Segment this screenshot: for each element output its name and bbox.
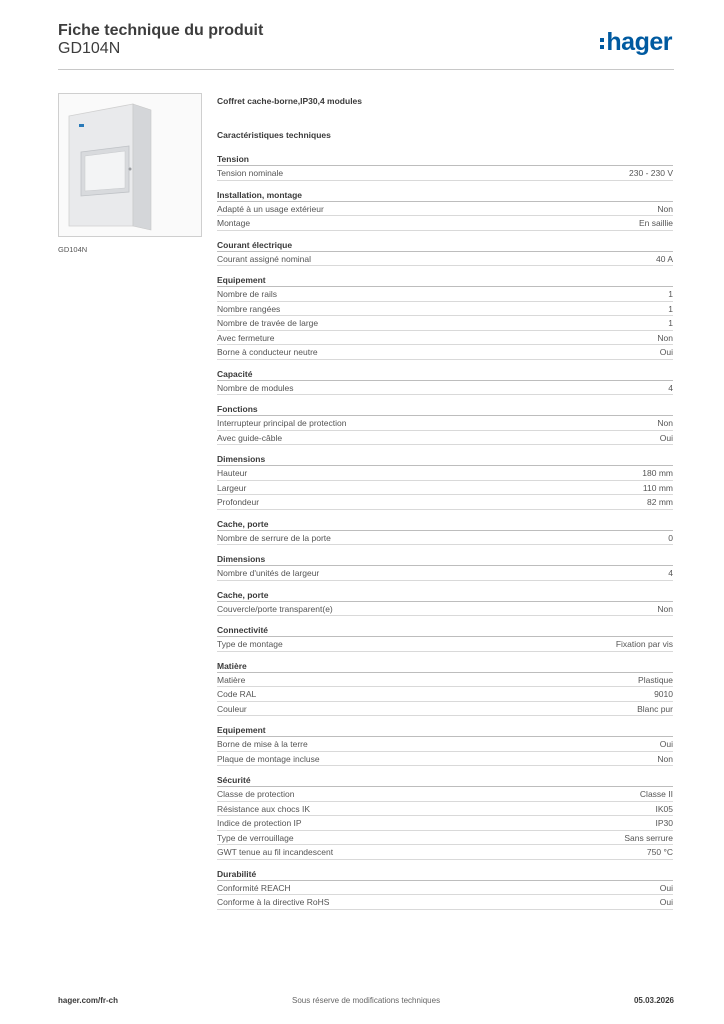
spec-label: Adapté à un usage extérieur xyxy=(217,203,324,214)
spec-group-title: Sécurité xyxy=(217,773,673,787)
spec-row xyxy=(217,637,673,652)
spec-group-title: Equipement xyxy=(217,723,673,737)
spec-group-title: Installation, montage xyxy=(217,188,673,202)
spec-group-title: Cache, porte xyxy=(217,588,673,602)
spec-label: Nombre de serrure de la porte xyxy=(217,532,331,543)
spec-label: Code RAL xyxy=(217,689,257,699)
spec-row xyxy=(217,287,673,302)
spec-group-title: Fonctions xyxy=(217,402,673,416)
spec-value: Plastique xyxy=(638,674,673,685)
product-description: Coffret cache-borne,IP30,4 modules xyxy=(217,96,363,106)
spec-group-title: Capacité xyxy=(217,367,673,381)
spec-row xyxy=(217,302,673,317)
spec-value: Oui xyxy=(659,347,673,357)
spec-row xyxy=(217,166,673,181)
spec-group-title: Tension xyxy=(217,152,673,166)
spec-group xyxy=(217,659,673,717)
enclosure-illustration-icon xyxy=(59,94,201,236)
spec-row xyxy=(217,316,673,331)
spec-value: En saillie xyxy=(638,218,673,228)
spec-value: Non xyxy=(657,603,673,614)
spec-label: Plaque de montage incluse xyxy=(217,753,320,764)
spec-row xyxy=(217,481,673,496)
spec-value: Blanc pur xyxy=(637,703,673,714)
footer-date: 05.03.2026 xyxy=(633,996,674,1005)
spec-row xyxy=(217,816,673,831)
spec-row xyxy=(217,831,673,846)
spec-group-title: Cache, porte xyxy=(217,517,673,531)
spec-label: Borne de mise à la terre xyxy=(217,739,308,749)
logo-dots-icon xyxy=(600,38,604,49)
spec-label: Nombre de rails xyxy=(217,289,277,299)
spec-row xyxy=(217,345,673,360)
spec-label: Matière xyxy=(217,674,246,685)
spec-value: 750 °C xyxy=(646,847,673,857)
hager-logo xyxy=(600,28,672,57)
spec-value: 1 xyxy=(668,289,673,299)
spec-value: Fixation par vis xyxy=(615,639,673,649)
spec-label: Interrupteur principal de protection xyxy=(217,418,347,428)
spec-row xyxy=(217,566,673,581)
footer-website[interactable]: hager.com/fr-ch xyxy=(58,996,119,1005)
spec-label: Nombre rangées xyxy=(217,303,281,314)
spec-group-title: Durabilité xyxy=(217,867,673,881)
spec-label: Nombre de travée de large xyxy=(217,318,319,328)
spec-value: 230 - 230 V xyxy=(629,168,673,178)
spec-label: Nombre d'unités de largeur xyxy=(217,568,320,578)
spec-row xyxy=(217,531,673,546)
spec-row xyxy=(217,495,673,510)
spec-label: Hauteur xyxy=(217,468,248,478)
spec-group xyxy=(217,452,673,510)
spec-label: GWT tenue au fil incandescent xyxy=(217,847,334,857)
spec-row xyxy=(217,466,673,481)
spec-row xyxy=(217,331,673,346)
spec-label: Largeur xyxy=(217,482,247,493)
spec-value: 180 mm xyxy=(642,468,673,478)
spec-label: Tension nominale xyxy=(217,168,284,178)
spec-row xyxy=(217,431,673,446)
page-title: Fiche technique du produit xyxy=(58,22,264,39)
footer-notice: Sous réserve de modifications techniques xyxy=(292,996,441,1005)
spec-label: Montage xyxy=(217,218,251,228)
spec-value: Oui xyxy=(659,897,673,907)
spec-group xyxy=(217,188,673,231)
spec-label: Conforme à la directive RoHS xyxy=(217,897,330,907)
spec-row xyxy=(217,202,673,217)
spec-group-title: Equipement xyxy=(217,273,673,287)
spec-value: 110 mm xyxy=(642,482,673,493)
spec-row xyxy=(217,381,673,396)
spec-group xyxy=(217,867,673,910)
spec-group xyxy=(217,773,673,860)
spec-row xyxy=(217,787,673,802)
spec-group xyxy=(217,402,673,445)
spec-value: Classe II xyxy=(639,789,673,799)
spec-group xyxy=(217,238,673,267)
spec-group-title: Matière xyxy=(217,659,673,673)
spec-value: Non xyxy=(657,332,673,343)
spec-label: Borne à conducteur neutre xyxy=(217,347,318,357)
spec-group-title: Dimensions xyxy=(217,452,673,466)
spec-value: Sans serrure xyxy=(624,832,673,843)
spec-groups xyxy=(217,152,673,910)
product-image xyxy=(58,93,202,237)
spec-value: 9010 xyxy=(654,689,673,699)
spec-row xyxy=(217,845,673,860)
spec-row xyxy=(217,252,673,267)
spec-row xyxy=(217,737,673,752)
spec-row xyxy=(217,602,673,617)
spec-group xyxy=(217,367,673,396)
spec-row xyxy=(217,216,673,231)
spec-group-title: Dimensions xyxy=(217,552,673,566)
spec-group xyxy=(217,552,673,581)
spec-group xyxy=(217,723,673,766)
spec-value: 4 xyxy=(668,382,673,393)
specs-heading: Caractéristiques techniques xyxy=(217,130,331,140)
spec-group-title: Connectivité xyxy=(217,623,673,637)
spec-value: IK05 xyxy=(655,803,673,814)
spec-group xyxy=(217,152,673,181)
spec-group xyxy=(217,588,673,617)
page-header xyxy=(58,20,674,70)
spec-value: Non xyxy=(657,753,673,764)
spec-label: Type de montage xyxy=(217,639,283,649)
spec-label: Profondeur xyxy=(217,497,260,507)
spec-value: 4 xyxy=(668,568,673,578)
spec-group xyxy=(217,273,673,360)
spec-value: 0 xyxy=(668,532,673,543)
spec-value: Oui xyxy=(659,882,673,893)
spec-value: 40 A xyxy=(655,253,673,264)
logo-text: hager xyxy=(606,28,672,56)
spec-label: Avec guide-câble xyxy=(217,432,283,443)
spec-label: Courant assigné nominal xyxy=(217,253,312,264)
spec-label: Avec fermeture xyxy=(217,332,275,343)
spec-group-title: Courant électrique xyxy=(217,238,673,252)
spec-label: Nombre de modules xyxy=(217,382,294,393)
spec-row xyxy=(217,802,673,817)
spec-value: Oui xyxy=(659,432,673,443)
spec-label: Couvercle/porte transparent(e) xyxy=(217,603,333,614)
spec-label: Classe de protection xyxy=(217,789,295,799)
spec-row xyxy=(217,673,673,688)
product-reference: GD104N xyxy=(58,40,121,57)
spec-group xyxy=(217,517,673,546)
spec-row xyxy=(217,881,673,896)
spec-label: Conformité REACH xyxy=(217,882,291,893)
spec-label: Indice de protection IP xyxy=(217,818,302,828)
spec-label: Type de verrouillage xyxy=(217,832,294,843)
spec-value: Non xyxy=(657,203,673,214)
spec-content xyxy=(217,96,673,910)
product-image-caption: GD104N xyxy=(58,245,88,254)
spec-value: Non xyxy=(657,418,673,428)
spec-value: IP30 xyxy=(655,818,673,828)
spec-value: 1 xyxy=(668,318,673,328)
spec-row xyxy=(217,702,673,717)
spec-row xyxy=(217,687,673,702)
spec-label: Couleur xyxy=(217,703,247,714)
spec-value: 1 xyxy=(668,303,673,314)
spec-label: Résistance aux chocs IK xyxy=(217,803,311,814)
spec-row xyxy=(217,895,673,910)
spec-value: Oui xyxy=(659,739,673,749)
spec-group xyxy=(217,623,673,652)
spec-row xyxy=(217,752,673,767)
spec-row xyxy=(217,416,673,431)
spec-value: 82 mm xyxy=(647,497,673,507)
